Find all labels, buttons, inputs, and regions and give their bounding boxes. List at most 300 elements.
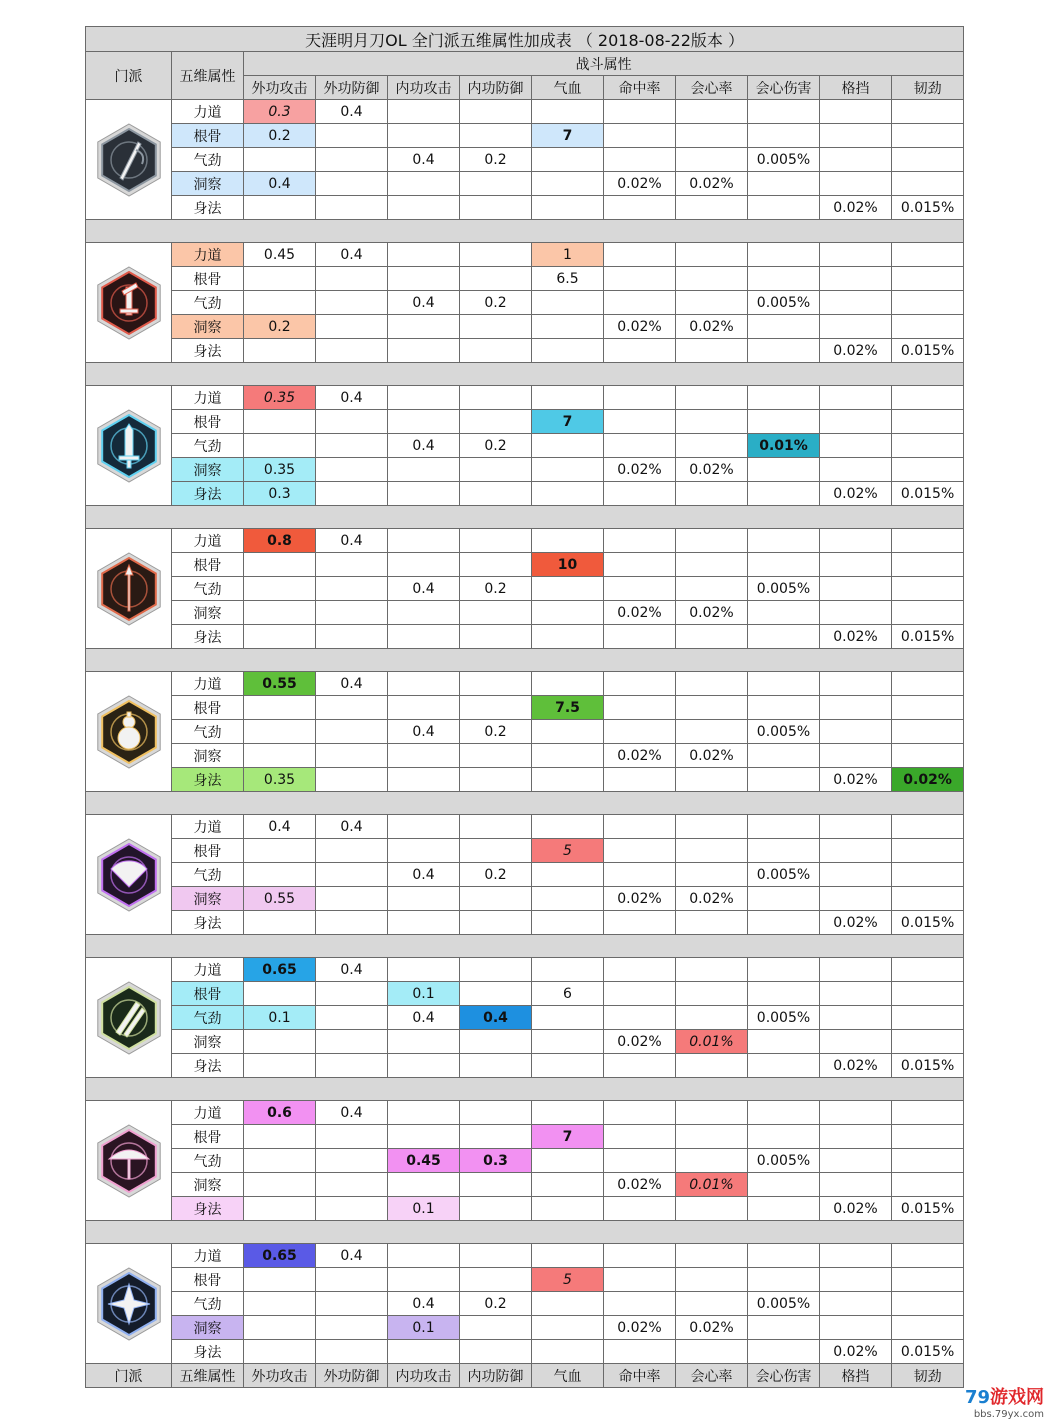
value-cell [676, 1149, 748, 1173]
value-cell: 0.2 [460, 291, 532, 315]
value-cell [244, 196, 316, 220]
value-cell [388, 172, 460, 196]
attr-name: 洞察 [172, 315, 244, 339]
attr-name: 根骨 [172, 267, 244, 291]
value-cell [388, 124, 460, 148]
table-row [86, 1054, 964, 1078]
attr-name: 力道 [172, 815, 244, 839]
value-cell [748, 911, 820, 935]
value-cell: 0.2 [460, 1292, 532, 1316]
value-cell [460, 1244, 532, 1268]
section-separator [86, 363, 964, 386]
value-cell [748, 1030, 820, 1054]
value-cell: 0.4 [316, 815, 388, 839]
value-cell [892, 410, 964, 434]
value-cell [676, 1340, 748, 1364]
value-cell: 0.02% [820, 196, 892, 220]
value-cell [460, 696, 532, 720]
value-cell [892, 1125, 964, 1149]
value-cell [676, 1006, 748, 1030]
flute-icon [92, 120, 166, 200]
value-cell [676, 267, 748, 291]
value-cell [388, 744, 460, 768]
value-cell: 0.015% [892, 339, 964, 363]
watermark-label: 游戏网 [990, 1387, 1044, 1408]
value-cell [676, 148, 748, 172]
value-cell [244, 291, 316, 315]
value-cell [316, 696, 388, 720]
value-cell [604, 1101, 676, 1125]
value-cell [604, 577, 676, 601]
value-cell [892, 434, 964, 458]
value-cell [748, 1268, 820, 1292]
separator-cell [86, 649, 964, 672]
value-cell: 0.4 [388, 434, 460, 458]
value-cell [244, 1173, 316, 1197]
table-row [86, 911, 964, 935]
value-cell [604, 291, 676, 315]
value-cell: 0.005% [748, 291, 820, 315]
value-cell [820, 1030, 892, 1054]
value-cell [748, 815, 820, 839]
value-cell: 7 [532, 1125, 604, 1149]
value-cell [532, 815, 604, 839]
sword-hilt-icon [92, 263, 166, 343]
value-cell [748, 1316, 820, 1340]
value-cell [532, 172, 604, 196]
value-cell [460, 1101, 532, 1125]
table-row [86, 577, 964, 601]
value-cell: 0.02% [604, 887, 676, 911]
value-cell [820, 1316, 892, 1340]
value-cell [604, 267, 676, 291]
value-cell [748, 1244, 820, 1268]
value-cell: 7 [532, 410, 604, 434]
value-cell: 0.02% [892, 768, 964, 792]
value-cell [460, 625, 532, 649]
value-cell [244, 148, 316, 172]
value-cell [532, 958, 604, 982]
value-cell [676, 958, 748, 982]
table-row [86, 339, 964, 363]
value-cell [604, 672, 676, 696]
value-cell [748, 1054, 820, 1078]
attr-name: 根骨 [172, 1268, 244, 1292]
footer-col-3: 内功攻击 [388, 1364, 460, 1388]
value-cell [748, 100, 820, 124]
value-cell: 0.02% [676, 315, 748, 339]
value-cell [244, 577, 316, 601]
value-cell [460, 386, 532, 410]
value-cell [316, 410, 388, 434]
separator-cell [86, 1221, 964, 1244]
section-separator [86, 792, 964, 815]
value-cell: 0.4 [388, 577, 460, 601]
value-cell [532, 744, 604, 768]
value-cell [604, 1340, 676, 1364]
value-cell [244, 720, 316, 744]
attr-name: 力道 [172, 672, 244, 696]
value-cell [892, 1006, 964, 1030]
value-cell [460, 529, 532, 553]
value-cell [460, 815, 532, 839]
value-cell: 0.2 [460, 577, 532, 601]
value-cell [316, 315, 388, 339]
value-cell [244, 1125, 316, 1149]
attr-name: 力道 [172, 958, 244, 982]
value-cell [388, 1054, 460, 1078]
value-cell: 0.005% [748, 1149, 820, 1173]
value-cell [676, 434, 748, 458]
value-cell [460, 672, 532, 696]
value-cell [244, 1149, 316, 1173]
header-col-2: 外功防御 [316, 76, 388, 100]
section-separator [86, 506, 964, 529]
value-cell [892, 863, 964, 887]
value-cell [316, 625, 388, 649]
table-row [86, 1292, 964, 1316]
value-cell [388, 768, 460, 792]
value-cell [892, 1149, 964, 1173]
value-cell [892, 553, 964, 577]
value-cell [460, 482, 532, 506]
value-cell [388, 1244, 460, 1268]
table-row [86, 1030, 964, 1054]
value-cell: 0.4 [316, 1244, 388, 1268]
value-cell: 0.8 [244, 529, 316, 553]
value-cell [748, 267, 820, 291]
value-cell: 0.02% [820, 1054, 892, 1078]
value-cell: 0.015% [892, 1197, 964, 1221]
value-cell [316, 434, 388, 458]
value-cell: 0.015% [892, 1340, 964, 1364]
value-cell [460, 1030, 532, 1054]
value-cell [244, 911, 316, 935]
value-cell [892, 577, 964, 601]
value-cell [244, 1030, 316, 1054]
header-battle: 战斗属性 [244, 52, 964, 76]
value-cell: 5 [532, 1268, 604, 1292]
value-cell: 0.015% [892, 482, 964, 506]
value-cell [316, 839, 388, 863]
value-cell [604, 1006, 676, 1030]
value-cell [892, 291, 964, 315]
value-cell [892, 315, 964, 339]
value-cell [676, 1197, 748, 1221]
sect-emblem-cell [86, 529, 172, 649]
value-cell [532, 196, 604, 220]
attr-name: 力道 [172, 386, 244, 410]
value-cell: 0.02% [604, 172, 676, 196]
value-cell [316, 911, 388, 935]
value-cell: 0.1 [388, 1197, 460, 1221]
value-cell [604, 386, 676, 410]
table-row [86, 434, 964, 458]
value-cell [244, 696, 316, 720]
value-cell [388, 243, 460, 267]
value-cell [892, 1173, 964, 1197]
value-cell [676, 553, 748, 577]
value-cell: 0.4 [388, 1006, 460, 1030]
table-row [86, 1006, 964, 1030]
value-cell [244, 1054, 316, 1078]
sect-emblem-cell [86, 100, 172, 220]
attr-name: 气劲 [172, 434, 244, 458]
separator-cell [86, 506, 964, 529]
value-cell [676, 839, 748, 863]
value-cell [460, 1268, 532, 1292]
value-cell [748, 839, 820, 863]
value-cell: 0.02% [676, 744, 748, 768]
table-row [86, 744, 964, 768]
value-cell: 0.02% [676, 1316, 748, 1340]
value-cell [748, 172, 820, 196]
value-cell [676, 410, 748, 434]
attr-name: 洞察 [172, 1030, 244, 1054]
attr-name: 根骨 [172, 982, 244, 1006]
fan-icon [92, 835, 166, 915]
value-cell: 0.005% [748, 148, 820, 172]
value-cell: 0.35 [244, 386, 316, 410]
value-cell: 0.2 [460, 863, 532, 887]
value-cell: 0.02% [820, 768, 892, 792]
table-row [86, 267, 964, 291]
attr-name: 身法 [172, 1197, 244, 1221]
table-row [86, 1197, 964, 1221]
value-cell [460, 1340, 532, 1364]
value-cell [532, 720, 604, 744]
value-cell [388, 815, 460, 839]
value-cell [316, 1149, 388, 1173]
value-cell [460, 768, 532, 792]
attr-name: 气劲 [172, 1006, 244, 1030]
sect-emblem-cell [86, 1101, 172, 1221]
value-cell [388, 529, 460, 553]
spear-icon [92, 549, 166, 629]
value-cell [892, 1268, 964, 1292]
value-cell [892, 529, 964, 553]
table-row [86, 672, 964, 696]
sword-icon [92, 406, 166, 486]
value-cell [532, 482, 604, 506]
value-cell [460, 1173, 532, 1197]
attr-name: 洞察 [172, 1316, 244, 1340]
footer-col-6: 命中率 [604, 1364, 676, 1388]
table-row [86, 815, 964, 839]
value-cell [460, 911, 532, 935]
value-cell [316, 339, 388, 363]
value-cell [676, 339, 748, 363]
value-cell [892, 458, 964, 482]
value-cell [460, 196, 532, 220]
attr-name: 气劲 [172, 291, 244, 315]
value-cell: 0.005% [748, 1292, 820, 1316]
sect-emblem-cell [86, 243, 172, 363]
value-cell [892, 1030, 964, 1054]
value-cell: 0.02% [676, 887, 748, 911]
value-cell: 0.015% [892, 1054, 964, 1078]
value-cell [892, 720, 964, 744]
value-cell [532, 148, 604, 172]
table-row [86, 1340, 964, 1364]
value-cell [604, 1125, 676, 1149]
value-cell [532, 768, 604, 792]
section-separator [86, 1078, 964, 1101]
sect-emblem-cell [86, 815, 172, 935]
value-cell [676, 243, 748, 267]
sect-emblem-cell [86, 958, 172, 1078]
value-cell [748, 982, 820, 1006]
value-cell [676, 577, 748, 601]
header-five-dim: 五维属性 [172, 52, 244, 100]
value-cell [748, 529, 820, 553]
value-cell [532, 911, 604, 935]
value-cell [748, 458, 820, 482]
value-cell [244, 1316, 316, 1340]
value-cell [460, 124, 532, 148]
value-cell [748, 625, 820, 649]
table-row [86, 1149, 964, 1173]
value-cell: 0.02% [676, 458, 748, 482]
value-cell [532, 291, 604, 315]
attr-name: 洞察 [172, 601, 244, 625]
value-cell: 0.02% [820, 625, 892, 649]
value-cell: 0.4 [316, 958, 388, 982]
section-separator [86, 1221, 964, 1244]
value-cell [748, 1173, 820, 1197]
separator-cell [86, 1078, 964, 1101]
value-cell [604, 696, 676, 720]
value-cell [820, 887, 892, 911]
sect-emblem-cell [86, 672, 172, 792]
footer-col-5: 气血 [532, 1364, 604, 1388]
value-cell [316, 1316, 388, 1340]
value-cell: 0.02% [604, 1173, 676, 1197]
value-cell [892, 815, 964, 839]
value-cell [316, 1030, 388, 1054]
separator-cell [86, 935, 964, 958]
value-cell [892, 839, 964, 863]
value-cell [388, 601, 460, 625]
value-cell [388, 887, 460, 911]
value-cell [604, 148, 676, 172]
footer-col-1: 外功攻击 [244, 1364, 316, 1388]
header-col-5: 气血 [532, 76, 604, 100]
value-cell: 0.02% [820, 1340, 892, 1364]
value-cell: 0.3 [460, 1149, 532, 1173]
table-row [86, 100, 964, 124]
value-cell [316, 172, 388, 196]
value-cell [820, 529, 892, 553]
value-cell [604, 124, 676, 148]
value-cell [460, 243, 532, 267]
table-row [86, 1316, 964, 1340]
value-cell: 0.015% [892, 196, 964, 220]
value-cell [460, 744, 532, 768]
value-cell: 0.4 [316, 100, 388, 124]
value-cell [316, 291, 388, 315]
attr-name: 身法 [172, 196, 244, 220]
table-row [86, 410, 964, 434]
attr-name: 气劲 [172, 863, 244, 887]
value-cell [820, 982, 892, 1006]
table-row [86, 124, 964, 148]
value-cell: 0.4 [460, 1006, 532, 1030]
attr-name: 身法 [172, 1054, 244, 1078]
table-row [86, 291, 964, 315]
value-cell [604, 100, 676, 124]
value-cell [676, 1101, 748, 1125]
value-cell: 0.4 [316, 243, 388, 267]
value-cell: 0.02% [604, 315, 676, 339]
value-cell [532, 315, 604, 339]
value-cell [388, 1101, 460, 1125]
value-cell: 0.65 [244, 1244, 316, 1268]
value-cell: 7.5 [532, 696, 604, 720]
watermark-domain: bbs.79yx.com [973, 1409, 1044, 1420]
attr-name: 身法 [172, 625, 244, 649]
value-cell [460, 100, 532, 124]
table-row [86, 625, 964, 649]
value-cell [604, 1244, 676, 1268]
value-cell [748, 768, 820, 792]
value-cell [460, 1125, 532, 1149]
value-cell [676, 982, 748, 1006]
sect-emblem-cell [86, 1244, 172, 1364]
footer-five-dim: 五维属性 [172, 1364, 244, 1388]
value-cell [892, 243, 964, 267]
value-cell [748, 410, 820, 434]
table-row [86, 720, 964, 744]
value-cell [604, 434, 676, 458]
value-cell [820, 1244, 892, 1268]
value-cell: 0.02% [604, 601, 676, 625]
separator-cell [86, 792, 964, 815]
value-cell [820, 291, 892, 315]
value-cell [460, 839, 532, 863]
value-cell [604, 815, 676, 839]
value-cell [820, 1173, 892, 1197]
value-cell [892, 1244, 964, 1268]
table-row [86, 1101, 964, 1125]
attr-name: 气劲 [172, 577, 244, 601]
value-cell [892, 601, 964, 625]
value-cell [244, 1268, 316, 1292]
value-cell [460, 172, 532, 196]
site-watermark [965, 1383, 1044, 1420]
footer-col-8: 会心伤害 [748, 1364, 820, 1388]
attr-name: 力道 [172, 1101, 244, 1125]
value-cell [820, 958, 892, 982]
value-cell: 0.01% [676, 1030, 748, 1054]
value-cell [244, 744, 316, 768]
value-cell [388, 672, 460, 696]
value-cell: 0.015% [892, 911, 964, 935]
attr-name: 洞察 [172, 744, 244, 768]
attr-name: 气劲 [172, 1149, 244, 1173]
value-cell [460, 315, 532, 339]
value-cell [820, 410, 892, 434]
table-row [86, 1173, 964, 1197]
value-cell [748, 339, 820, 363]
attr-name: 洞察 [172, 887, 244, 911]
value-cell [460, 1197, 532, 1221]
value-cell [316, 124, 388, 148]
value-cell [604, 1292, 676, 1316]
value-cell [388, 196, 460, 220]
value-cell [820, 553, 892, 577]
value-cell [244, 601, 316, 625]
